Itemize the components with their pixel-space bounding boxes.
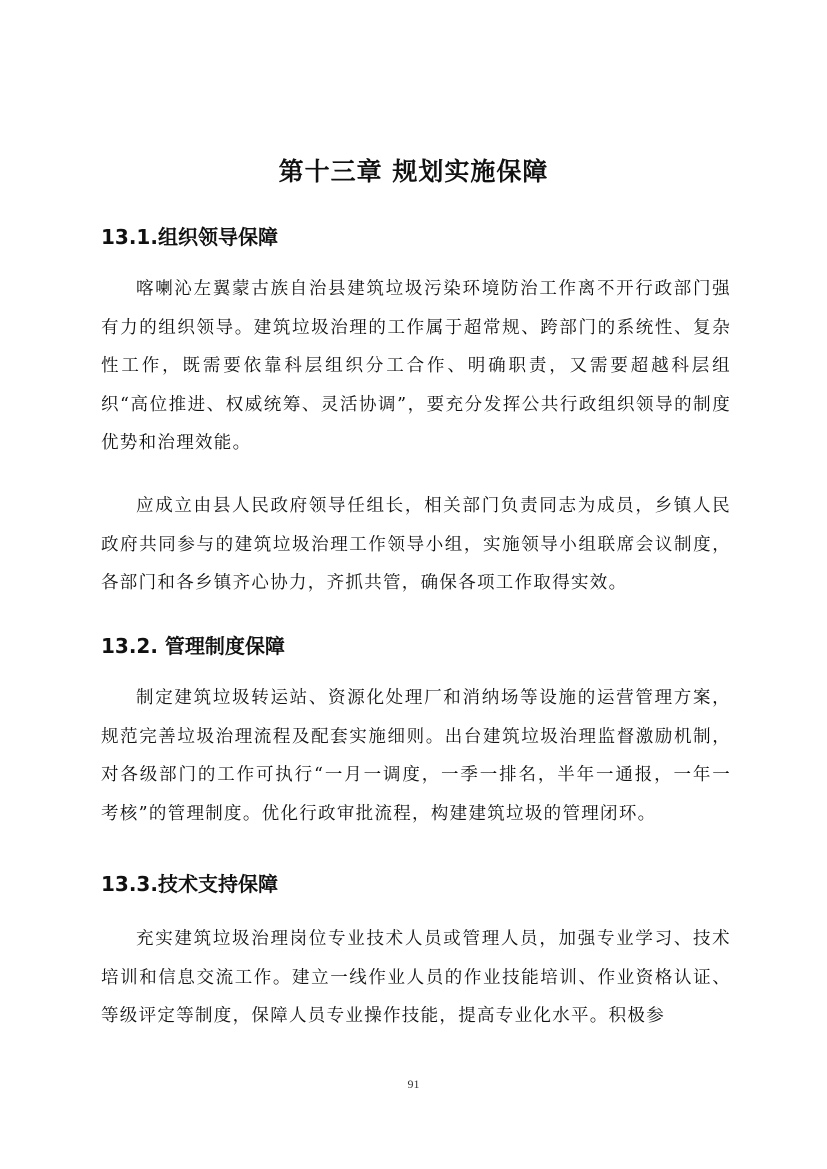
paragraph: 充实建筑垃圾治理岗位专业技术人员或管理人员，加强专业学习、技术培训和信息交流工作。建立一线作业人员的作业技能培训、作业资格认证、等级评定等制度，保障人员专业操作技能，提高专业化水平。积极参: [101, 929, 731, 1026]
section-heading-13-2: 13.2. 管理制度保障: [101, 634, 285, 658]
paragraph: 制定建筑垃圾转运站、资源化处理厂和消纳场等设施的运营管理方案，规范完善垃圾治理流程及配套实施细则。出台建筑垃圾治理监督激励机制，对各级部门的工作可执行“一月一调度，一季一排名，半年一通报，一年一考核”的管理制度。优化行政审批流程，构建建筑垃圾的管理闭环。: [101, 688, 731, 824]
paragraph: 喀喇沁左翼蒙古族自治县建筑垃圾污染环境防治工作离不开行政部门强有力的组织领导。建筑垃圾治理的工作属于超常规、跨部门的系统性、复杂性工作，既需要依靠科层组织分工合作、明确职责，又需要超越科层组织“高位推进、权威统筹、灵活协调”，要充分发挥公共行政组织领导的制度优势和治理效能。: [101, 279, 731, 453]
page-number: 91: [407, 1077, 420, 1091]
chapter-title: 第十三章 规划实施保障: [278, 157, 549, 186]
section-heading-13-1: 13.1.组织领导保障: [101, 225, 278, 249]
section-heading-13-3: 13.3.技术支持保障: [101, 872, 278, 896]
paragraph: 应成立由县人民政府领导任组长，相关部门负责同志为成员，乡镇人民政府共同参与的建筑垃圾治理工作领导小组，实施领导小组联席会议制度，各部门和各乡镇齐心协力，齐抓共管，确保各项工作取得实效。: [101, 496, 731, 593]
